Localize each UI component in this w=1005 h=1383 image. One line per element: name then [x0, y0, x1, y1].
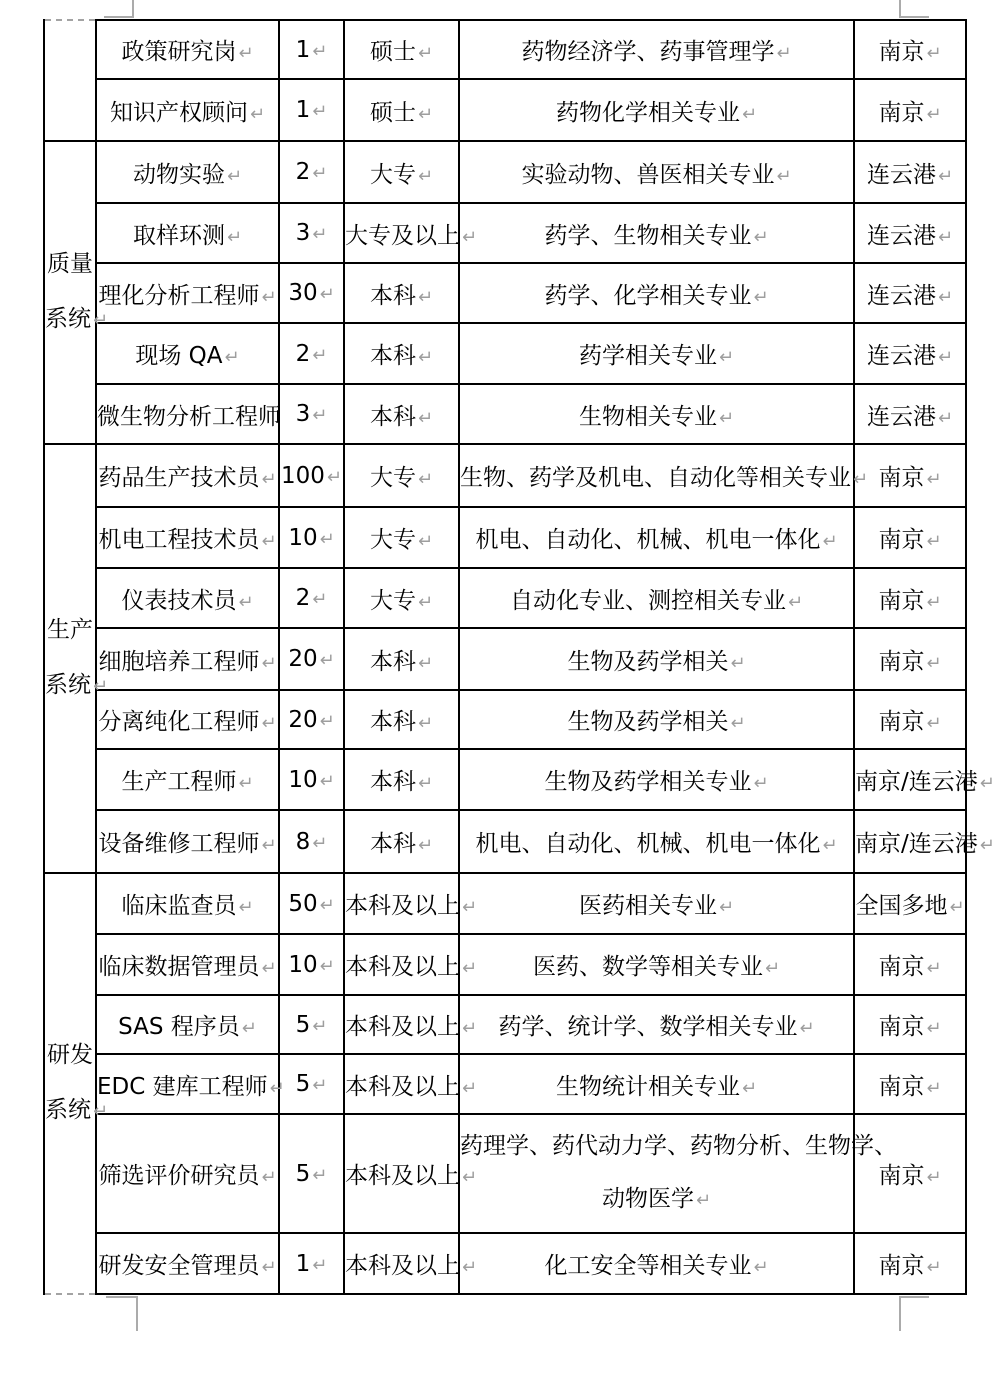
education-cell: 本科 ↵ — [344, 384, 459, 444]
headcount-cell: 100 ↵ — [279, 444, 344, 507]
end-of-cell-mark: ↵ — [926, 652, 942, 674]
end-of-cell-mark: ↵ — [753, 286, 769, 308]
end-of-cell-mark: ↵ — [93, 310, 109, 331]
education-cell: 大专及以上 ↵ — [344, 203, 459, 263]
end-of-cell-mark: ↵ — [776, 165, 792, 187]
table-row — [44, 810, 966, 873]
end-of-cell-mark: ↵ — [730, 713, 746, 734]
end-of-cell-mark: ↵ — [417, 835, 434, 856]
table-row — [44, 690, 966, 749]
end-of-cell-mark: ↵ — [312, 224, 328, 245]
major-cell: 药学、生物相关专业 ↵ — [459, 203, 854, 263]
headcount-cell: 5 ↵ — [279, 995, 344, 1054]
headcount-cell: 10 ↵ — [279, 749, 344, 810]
end-of-cell-mark: ↵ — [926, 1257, 942, 1278]
end-of-cell-mark: ↵ — [417, 652, 434, 674]
end-of-cell-mark: ↵ — [224, 347, 240, 368]
location-cell: 南京 ↵ — [854, 79, 966, 141]
headcount-cell: 30 ↵ — [279, 263, 344, 323]
position-cell: EDC 建库工程师 ↵ — [96, 1054, 279, 1114]
position-cell: 知识产权顾问 ↵ — [96, 79, 279, 141]
end-of-cell-mark: ↵ — [319, 650, 335, 671]
education-cell: 本科 ↵ — [344, 263, 459, 323]
end-of-cell-mark: ↵ — [312, 1164, 328, 1186]
education-cell: 本科 ↵ — [344, 749, 459, 810]
table-row — [44, 1054, 966, 1114]
major-cell: 生物及药学相关 ↵ — [459, 628, 854, 690]
location-cell: 南京 ↵ — [854, 995, 966, 1054]
major-cell: 生物及药学相关专业 ↵ — [459, 749, 854, 810]
education-cell: 本科及以上 ↵ — [344, 934, 459, 995]
end-of-cell-mark: ↵ — [417, 347, 434, 368]
position-cell: 机电工程技术员 ↵ — [96, 507, 279, 568]
end-of-cell-mark: ↵ — [764, 958, 781, 979]
end-of-cell-mark: ↵ — [226, 165, 243, 187]
crop-mark-bottom-right-vertical — [899, 1296, 901, 1331]
major-cell: 药物经济学、药事管理学 ↵ — [459, 20, 854, 79]
position-cell: 生产工程师 ↵ — [96, 749, 279, 810]
location-cell: 南京/连云港 ↵ — [854, 810, 966, 873]
location-cell: 南京 ↵ — [854, 507, 966, 568]
major-cell: 医药、数学等相关专业 ↵ — [459, 934, 854, 995]
end-of-cell-mark: ↵ — [822, 531, 838, 552]
education-cell: 本科及以上 ↵ — [344, 1054, 459, 1114]
major-cell: 医药相关专业 ↵ — [459, 873, 854, 934]
table-row — [44, 934, 966, 995]
table-row — [44, 323, 966, 384]
end-of-cell-mark: ↵ — [226, 226, 243, 248]
end-of-cell-mark: ↵ — [312, 163, 328, 184]
end-of-cell-mark: ↵ — [718, 347, 735, 368]
end-of-cell-mark: ↵ — [695, 1190, 712, 1211]
end-of-cell-mark: ↵ — [417, 713, 434, 734]
end-of-cell-mark: ↵ — [319, 894, 335, 916]
end-of-cell-mark: ↵ — [312, 589, 328, 610]
education-cell: 硕士 ↵ — [344, 79, 459, 141]
end-of-cell-mark: ↵ — [417, 591, 434, 613]
location-cell: 全国多地 ↵ — [854, 873, 966, 934]
position-cell: 筛选评价研究员 ↵ — [96, 1114, 279, 1233]
end-of-cell-mark: ↵ — [926, 713, 942, 734]
end-of-cell-mark: ↵ — [926, 1018, 942, 1039]
table-row — [44, 384, 966, 444]
major-cell: 生物相关专业 ↵ — [459, 384, 854, 444]
crop-mark-bottom-right-horizontal — [899, 1296, 929, 1298]
headcount-cell: 10 ↵ — [279, 934, 344, 995]
category-cell-rd-system — [44, 873, 109, 1294]
end-of-cell-mark: ↵ — [417, 531, 434, 552]
end-of-cell-mark: ↵ — [326, 466, 342, 488]
education-cell: 大专 ↵ — [344, 444, 459, 507]
headcount-cell: 20 ↵ — [279, 628, 344, 690]
location-cell: 南京 ↵ — [854, 20, 966, 79]
end-of-cell-mark: ↵ — [753, 226, 769, 248]
end-of-cell-mark: ↵ — [718, 407, 735, 429]
major-cell: 药学、化学相关专业 ↵ — [459, 263, 854, 323]
position-cell: 政策研究岗 ↵ — [96, 20, 279, 79]
end-of-cell-mark: ↵ — [926, 43, 942, 64]
end-of-cell-mark: ↵ — [926, 958, 942, 979]
end-of-cell-mark: ↵ — [261, 652, 277, 674]
end-of-cell-mark: ↵ — [261, 713, 277, 734]
location-cell: 连云港 ↵ — [854, 203, 966, 263]
end-of-cell-mark: ↵ — [937, 347, 954, 368]
end-of-cell-mark: ↵ — [937, 165, 954, 187]
headcount-cell: 10 ↵ — [279, 507, 344, 568]
end-of-cell-mark: ↵ — [417, 773, 434, 794]
end-of-cell-mark: ↵ — [417, 43, 434, 64]
education-cell: 本科及以上 ↵ — [344, 995, 459, 1054]
end-of-cell-mark: ↵ — [926, 103, 942, 125]
category-label-line: 系统 ↵ — [45, 672, 109, 698]
location-cell: 南京 ↵ — [854, 628, 966, 690]
end-of-cell-mark: ↵ — [312, 344, 328, 366]
end-of-cell-mark: ↵ — [417, 407, 434, 429]
headcount-cell: 8 ↵ — [279, 810, 344, 873]
end-of-cell-mark: ↵ — [417, 103, 434, 125]
position-cell: 细胞培养工程师 ↵ — [96, 628, 279, 690]
major-cell: 药学相关专业 ↵ — [459, 323, 854, 384]
end-of-cell-mark: ↵ — [319, 710, 335, 732]
table-row — [44, 20, 966, 79]
table-row — [44, 995, 966, 1054]
end-of-cell-mark: ↵ — [462, 1257, 478, 1278]
location-cell: 连云港 ↵ — [854, 384, 966, 444]
location-cell: 南京 ↵ — [854, 444, 966, 507]
major-cell: 机电、自动化、机械、机电一体化 ↵ — [459, 810, 854, 873]
end-of-cell-mark: ↵ — [822, 835, 838, 856]
table-row — [44, 141, 966, 203]
table-row — [44, 568, 966, 628]
crop-mark-bottom-left-horizontal — [106, 1296, 138, 1298]
end-of-cell-mark: ↵ — [319, 284, 335, 305]
end-of-cell-mark: ↵ — [319, 770, 335, 792]
end-of-cell-mark: ↵ — [312, 405, 328, 426]
end-of-cell-mark: ↵ — [753, 1257, 769, 1278]
headcount-cell: 5 ↵ — [279, 1114, 344, 1233]
category-label-line: 研发 — [47, 1042, 93, 1068]
position-cell: 现场 QA ↵ — [96, 323, 279, 384]
end-of-cell-mark: ↵ — [926, 1077, 942, 1099]
end-of-cell-mark: ↵ — [312, 40, 328, 62]
education-cell: 本科 ↵ — [344, 690, 459, 749]
end-of-cell-mark: ↵ — [249, 103, 266, 125]
category-label-line: 系统 ↵ — [45, 1097, 109, 1123]
category-label-line: 质量 — [47, 251, 93, 277]
end-of-cell-mark: ↵ — [312, 101, 328, 122]
location-cell: 南京 ↵ — [854, 1114, 966, 1233]
location-cell: 连云港 ↵ — [854, 263, 966, 323]
end-of-cell-mark: ↵ — [312, 1075, 328, 1096]
major-cell: 机电、自动化、机械、机电一体化 ↵ — [459, 507, 854, 568]
table-row — [44, 444, 966, 507]
table-row — [44, 79, 966, 141]
end-of-cell-mark: ↵ — [312, 1015, 328, 1037]
end-of-cell-mark: ↵ — [261, 1257, 277, 1278]
position-cell: 设备维修工程师 ↵ — [96, 810, 279, 873]
location-cell: 南京 ↵ — [854, 1054, 966, 1114]
position-cell: 取样环测 ↵ — [96, 203, 279, 263]
education-cell: 大专 ↵ — [344, 568, 459, 628]
end-of-cell-mark: ↵ — [926, 591, 942, 613]
location-cell: 南京 ↵ — [854, 934, 966, 995]
category-label-line: 生产 — [47, 617, 93, 643]
position-cell: SAS 程序员 ↵ — [96, 995, 279, 1054]
position-cell: 药品生产技术员 ↵ — [96, 444, 279, 507]
table-row — [44, 507, 966, 568]
table-row — [44, 203, 966, 263]
end-of-cell-mark: ↵ — [741, 103, 758, 125]
end-of-cell-mark: ↵ — [462, 1167, 478, 1188]
end-of-cell-mark: ↵ — [319, 528, 335, 550]
end-of-cell-mark: ↵ — [93, 676, 109, 697]
category-cell-continued — [44, 20, 96, 141]
education-cell: 本科 ↵ — [344, 323, 459, 384]
headcount-cell: 1 ↵ — [279, 20, 344, 79]
end-of-cell-mark: ↵ — [261, 1167, 277, 1188]
position-cell: 分离纯化工程师 ↵ — [96, 690, 279, 749]
end-of-cell-mark: ↵ — [979, 773, 995, 794]
table-row — [44, 749, 966, 810]
major-cell: 药物化学相关专业 ↵ — [459, 79, 854, 141]
education-cell: 大专 ↵ — [344, 507, 459, 568]
major-cell: 实验动物、兽医相关专业 ↵ — [459, 141, 854, 203]
table-row — [44, 628, 966, 690]
end-of-cell-mark: ↵ — [462, 226, 478, 248]
crop-mark-top-left-horizontal — [104, 16, 134, 18]
end-of-cell-mark: ↵ — [417, 469, 434, 490]
position-cell: 临床监查员 ↵ — [96, 873, 279, 934]
end-of-cell-mark: ↵ — [417, 165, 434, 187]
major-cell: 药学、统计学、数学相关专业 ↵ — [459, 995, 854, 1054]
table-row — [44, 1233, 966, 1294]
education-cell: 本科及以上 ↵ — [344, 1233, 459, 1294]
education-cell: 本科 ↵ — [344, 810, 459, 873]
location-cell: 南京/连云港 ↵ — [854, 749, 966, 810]
major-cell: 药理学、药代动力学、药物分析、生物学、 动物医学 ↵ — [459, 1114, 854, 1233]
end-of-cell-mark: ↵ — [718, 897, 735, 918]
end-of-cell-mark: ↵ — [462, 1077, 478, 1099]
end-of-cell-mark: ↵ — [417, 286, 434, 308]
end-of-cell-mark: ↵ — [261, 286, 277, 308]
headcount-cell: 2 ↵ — [279, 568, 344, 628]
table-row — [44, 1114, 966, 1233]
end-of-cell-mark: ↵ — [462, 958, 478, 979]
recruitment-table — [43, 19, 995, 1295]
table-row — [44, 263, 966, 323]
end-of-cell-mark: ↵ — [261, 531, 277, 552]
end-of-cell-mark: ↵ — [462, 897, 478, 918]
location-cell: 南京 ↵ — [854, 690, 966, 749]
end-of-cell-mark: ↵ — [926, 469, 942, 490]
major-cell: 自动化专业、测控相关专业 ↵ — [459, 568, 854, 628]
major-cell: 生物、药学及机电、自动化等相关专业 ↵ — [459, 444, 854, 507]
end-of-cell-mark: ↵ — [462, 1018, 478, 1039]
location-cell: 连云港 ↵ — [854, 323, 966, 384]
end-of-cell-mark: ↵ — [319, 955, 335, 977]
end-of-cell-mark: ↵ — [776, 43, 792, 64]
headcount-cell: 2 ↵ — [279, 323, 344, 384]
end-of-cell-mark: ↵ — [241, 1018, 257, 1039]
headcount-cell: 5 ↵ — [279, 1054, 344, 1114]
headcount-cell: 50 ↵ — [279, 873, 344, 934]
end-of-cell-mark: ↵ — [238, 43, 254, 64]
education-cell: 硕士 ↵ — [344, 20, 459, 79]
end-of-cell-mark: ↵ — [949, 897, 965, 918]
position-cell: 理化分析工程师 ↵ — [96, 263, 279, 323]
end-of-cell-mark: ↵ — [741, 1077, 758, 1099]
position-cell: 研发安全管理员 ↵ — [96, 1233, 279, 1294]
headcount-cell: 1 ↵ — [279, 79, 344, 141]
end-of-cell-mark: ↵ — [312, 1254, 328, 1276]
headcount-cell: 3 ↵ — [279, 203, 344, 263]
end-of-cell-mark: ↵ — [730, 652, 746, 674]
end-of-cell-mark: ↵ — [853, 469, 869, 490]
position-cell: 临床数据管理员 ↵ — [96, 934, 279, 995]
end-of-cell-mark: ↵ — [261, 835, 277, 856]
location-cell: 连云港 ↵ — [854, 141, 966, 203]
location-cell: 南京 ↵ — [854, 1233, 966, 1294]
category-cell-production-system — [44, 444, 109, 873]
major-cell: 生物统计相关专业 ↵ — [459, 1054, 854, 1114]
end-of-cell-mark: ↵ — [269, 1077, 285, 1099]
end-of-cell-mark: ↵ — [979, 835, 995, 856]
end-of-cell-mark: ↵ — [753, 773, 769, 794]
headcount-cell: 20 ↵ — [279, 690, 344, 749]
end-of-cell-mark: ↵ — [261, 469, 277, 490]
crop-mark-bottom-left-vertical — [136, 1296, 138, 1331]
end-of-cell-mark: ↵ — [937, 407, 954, 429]
end-of-cell-mark: ↵ — [937, 286, 954, 308]
category-cell-quality-system — [44, 141, 109, 444]
headcount-cell: 1 ↵ — [279, 1233, 344, 1294]
end-of-cell-mark: ↵ — [312, 832, 328, 854]
education-cell: 本科及以上 ↵ — [344, 873, 459, 934]
end-of-cell-mark: ↵ — [261, 958, 277, 979]
end-of-cell-mark: ↵ — [238, 591, 254, 613]
position-cell: 微生物分析工程师 — [96, 384, 279, 444]
table-row — [44, 873, 966, 934]
position-cell: 动物实验 ↵ — [96, 141, 279, 203]
position-cell: 仪表技术员 ↵ — [96, 568, 279, 628]
end-of-cell-mark: ↵ — [787, 591, 804, 613]
end-of-cell-mark: ↵ — [93, 1101, 109, 1122]
headcount-cell: 3 ↵ — [279, 384, 344, 444]
end-of-cell-mark: ↵ — [937, 226, 954, 248]
end-of-cell-mark: ↵ — [799, 1018, 815, 1039]
education-cell: 本科 ↵ — [344, 628, 459, 690]
headcount-cell: 2 ↵ — [279, 141, 344, 203]
major-cell: 生物及药学相关 ↵ — [459, 690, 854, 749]
end-of-cell-mark: ↵ — [238, 773, 254, 794]
category-label-line: 系统 ↵ — [45, 306, 109, 332]
end-of-cell-mark: ↵ — [926, 531, 942, 552]
end-of-cell-mark: ↵ — [926, 1167, 942, 1188]
location-cell: 南京 ↵ — [854, 568, 966, 628]
education-cell: 大专 ↵ — [344, 141, 459, 203]
education-cell: 本科及以上 ↵ — [344, 1114, 459, 1233]
end-of-cell-mark: ↵ — [238, 897, 254, 918]
crop-mark-top-right-horizontal — [899, 16, 929, 18]
major-cell: 化工安全等相关专业 ↵ — [459, 1233, 854, 1294]
